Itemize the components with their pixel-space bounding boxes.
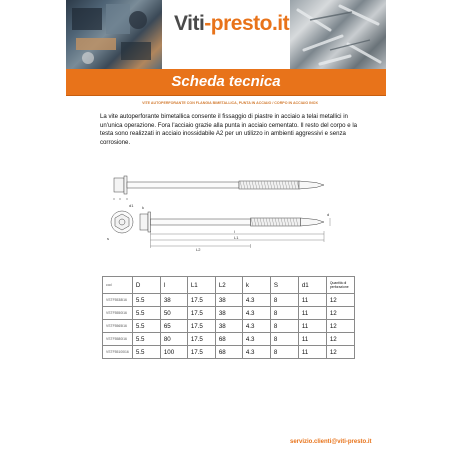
product-code-cell: VSTF5580I16 <box>103 333 133 346</box>
table-cell: 80 <box>160 333 187 346</box>
table-header-cell: cod <box>103 277 133 294</box>
table-row <box>103 294 355 307</box>
table-cell: 11 <box>298 294 326 307</box>
table-cell: 17.5 <box>187 333 215 346</box>
table-cell: 8 <box>270 320 298 333</box>
table-cell: 11 <box>298 307 326 320</box>
table-cell: 68 <box>215 346 242 359</box>
table-header-cell: l <box>160 277 187 294</box>
table-cell: 38 <box>215 294 242 307</box>
table-cell: 17.5 <box>187 320 215 333</box>
divider <box>66 95 386 96</box>
header <box>66 0 386 69</box>
logo-main-text: Viti <box>174 12 205 35</box>
table-cell: 11 <box>298 346 326 359</box>
table-cell: 12 <box>326 294 354 307</box>
table-cell: 5.5 <box>132 307 160 320</box>
drawing-label-d: d <box>327 212 330 217</box>
table-header-cell: S <box>270 277 298 294</box>
table-cell: 4.3 <box>242 294 270 307</box>
table-header-row <box>103 277 355 294</box>
drawing-label-l: l <box>234 229 235 234</box>
technical-drawing <box>104 174 334 252</box>
product-code-cell: VSTF5565I16 <box>103 320 133 333</box>
table-cell: 17.5 <box>187 294 215 307</box>
title-band <box>66 69 386 95</box>
table-cell: 8 <box>270 333 298 346</box>
logo-accent-text: -presto.it <box>204 12 290 35</box>
table-cell: 12 <box>326 346 354 359</box>
product-description: La vite autoperforante bimetallica consente il fissaggio di piastre in acciaio a telai metallici in un'unica operazione. Fora l'acciaio grazie alla punta in acciaio cementato. Il resto del corpo e la testa sono realizzati in acciaio inossidabile A2 per un utilizzo in ambienti aggressivi e senza corrosione. <box>100 113 358 146</box>
screws-photo <box>290 0 386 69</box>
drawing-label-k: k <box>142 205 144 210</box>
table-cell: 5.5 <box>132 346 160 359</box>
table-cell: 38 <box>160 294 187 307</box>
table-cell: 12 <box>326 307 354 320</box>
product-code-cell: VSTF5550I16 <box>103 307 133 320</box>
table-row <box>103 320 355 333</box>
table-header-cell: L2 <box>215 277 242 294</box>
table-cell: 12 <box>326 333 354 346</box>
table-row <box>103 307 355 320</box>
table-cell: 17.5 <box>187 346 215 359</box>
table-cell: 4.3 <box>242 346 270 359</box>
table-cell: 5.5 <box>132 333 160 346</box>
drawing-label-l2: L2 <box>196 247 201 252</box>
table-cell: 68 <box>215 333 242 346</box>
table-cell: 12 <box>326 320 354 333</box>
table-cell: 100 <box>160 346 187 359</box>
product-subtitle: VITE AUTOPERFORANTE CON FLANGIA BIMETALLICA, PUNTA IN ACCIAIO / CORPO IN ACCIAIO INOX <box>142 101 318 105</box>
table-header-cell: D <box>132 277 160 294</box>
table-header-cell: d1 <box>298 277 326 294</box>
table-cell: 11 <box>298 320 326 333</box>
table-header-cell: k <box>242 277 270 294</box>
drawing-label-d1: d1 <box>129 203 134 208</box>
table-cell: 4.3 <box>242 333 270 346</box>
table-cell: 8 <box>270 294 298 307</box>
table-cell: 11 <box>298 333 326 346</box>
table-cell: 8 <box>270 346 298 359</box>
table-row <box>103 346 355 359</box>
table-cell: 65 <box>160 320 187 333</box>
table-cell: 17.5 <box>187 307 215 320</box>
table-header-cell: Quantità di perforazione <box>326 277 354 294</box>
spec-table <box>102 276 355 359</box>
page-title: Scheda tecnica <box>171 73 281 90</box>
table-cell: 38 <box>215 320 242 333</box>
footer-email[interactable]: servizio.clienti@viti-presto.it <box>290 439 372 445</box>
product-code-cell: VSTF5538I16 <box>103 294 133 307</box>
table-cell: 38 <box>215 307 242 320</box>
table-header-cell: L1 <box>187 277 215 294</box>
table-cell: 4.3 <box>242 320 270 333</box>
product-code-cell: VSTF55100I16 <box>103 346 133 359</box>
drawing-label-s: s <box>107 236 109 241</box>
logo <box>174 12 289 36</box>
table-cell: 50 <box>160 307 187 320</box>
table-cell: 4.3 <box>242 307 270 320</box>
table-cell: 8 <box>270 307 298 320</box>
tools-photo <box>66 0 162 69</box>
table-cell: 5.5 <box>132 320 160 333</box>
drawing-label-l1: L1 <box>234 235 239 240</box>
table-row <box>103 333 355 346</box>
table-cell: 5.5 <box>132 294 160 307</box>
